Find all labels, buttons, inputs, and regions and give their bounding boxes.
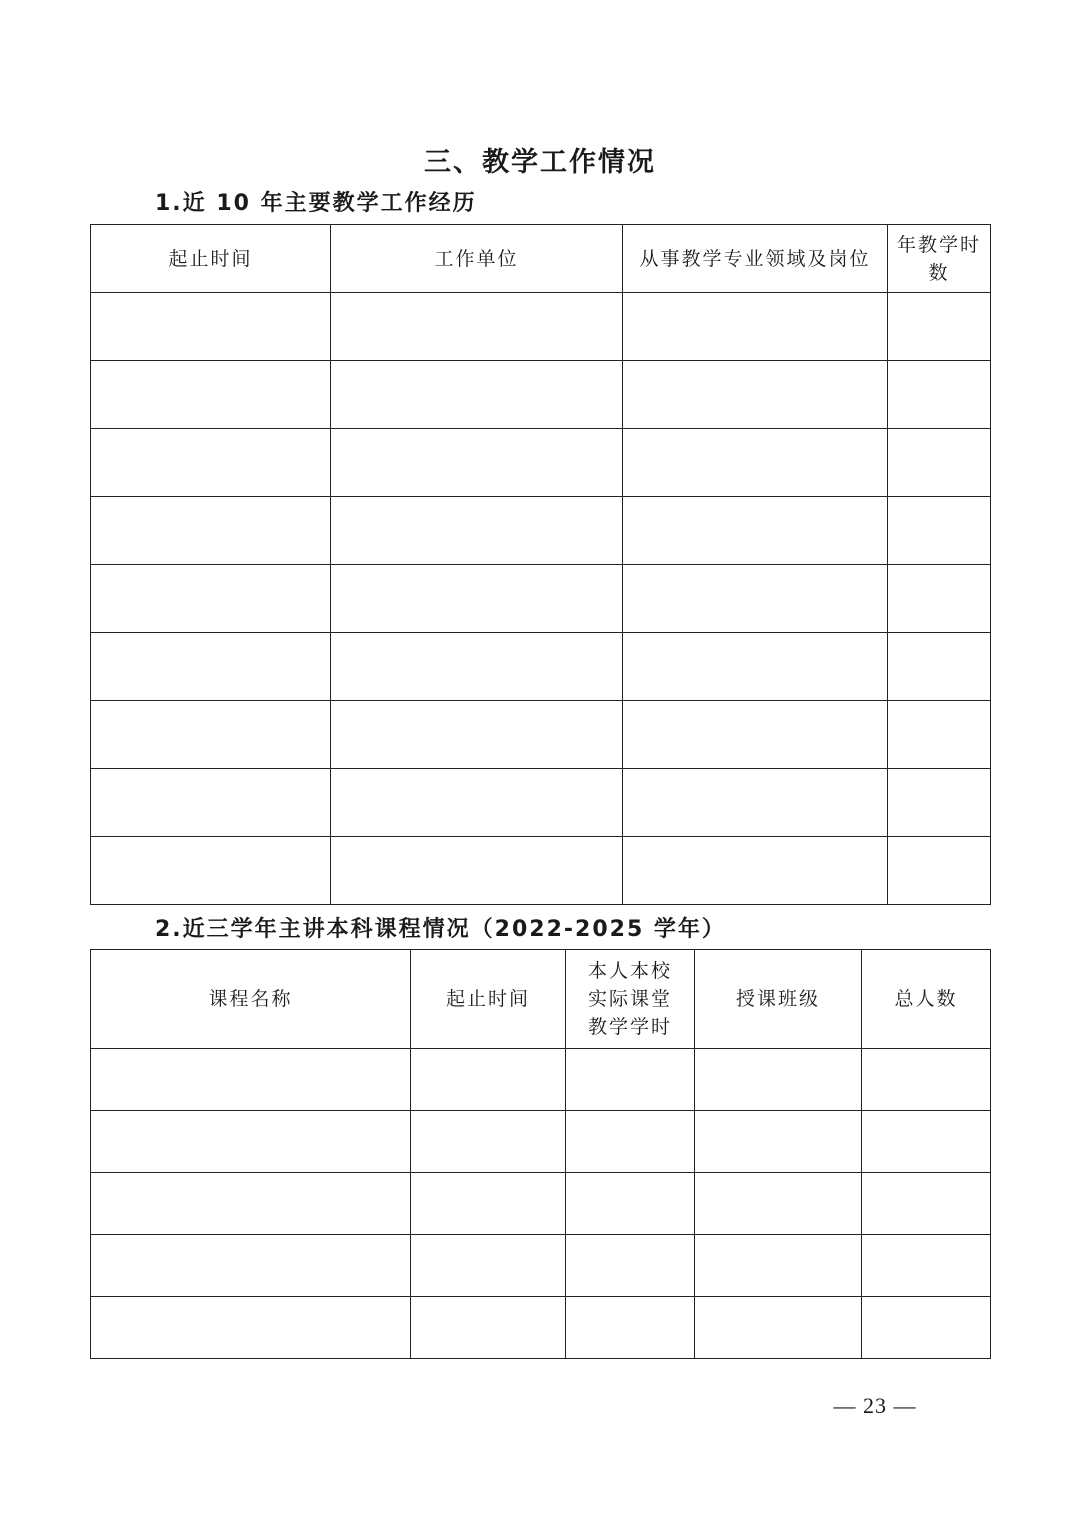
blank-cell[interactable] xyxy=(331,837,623,905)
table-row xyxy=(91,1235,991,1297)
blank-cell[interactable] xyxy=(91,1297,411,1359)
blank-cell[interactable] xyxy=(91,769,331,837)
blank-cell[interactable] xyxy=(862,1049,991,1111)
header-period: 起止时间 xyxy=(91,225,331,293)
table-row xyxy=(91,1173,991,1235)
blank-cell[interactable] xyxy=(623,701,888,769)
table-row xyxy=(91,769,991,837)
courses-table xyxy=(90,949,991,1359)
blank-cell[interactable] xyxy=(862,1173,991,1235)
teaching-history-table xyxy=(90,224,991,905)
blank-cell[interactable] xyxy=(623,769,888,837)
blank-cell[interactable] xyxy=(888,633,991,701)
blank-cell[interactable] xyxy=(331,565,623,633)
table-row xyxy=(91,1297,991,1359)
blank-cell[interactable] xyxy=(566,1111,695,1173)
table-row xyxy=(91,633,991,701)
blank-cell[interactable] xyxy=(91,1173,411,1235)
header-course-name: 课程名称 xyxy=(91,950,411,1049)
blank-cell[interactable] xyxy=(331,429,623,497)
blank-cell[interactable] xyxy=(91,429,331,497)
blank-cell[interactable] xyxy=(91,497,331,565)
section-title: 三、教学工作情况 xyxy=(424,147,656,178)
blank-cell[interactable] xyxy=(411,1111,566,1173)
table-row xyxy=(91,497,991,565)
blank-cell[interactable] xyxy=(331,633,623,701)
blank-cell[interactable] xyxy=(411,1235,566,1297)
table-row xyxy=(91,837,991,905)
table-header-row xyxy=(91,225,991,293)
header-total-students: 总人数 xyxy=(862,950,991,1049)
blank-cell[interactable] xyxy=(695,1173,862,1235)
blank-cell[interactable] xyxy=(566,1297,695,1359)
blank-cell[interactable] xyxy=(695,1235,862,1297)
header-employer: 工作单位 xyxy=(331,225,623,293)
blank-cell[interactable] xyxy=(888,701,991,769)
blank-cell[interactable] xyxy=(331,293,623,361)
table-row xyxy=(91,1111,991,1173)
blank-cell[interactable] xyxy=(623,633,888,701)
blank-cell[interactable] xyxy=(888,497,991,565)
blank-cell[interactable] xyxy=(888,293,991,361)
blank-cell[interactable] xyxy=(623,293,888,361)
table-row xyxy=(91,429,991,497)
blank-cell[interactable] xyxy=(91,701,331,769)
blank-cell[interactable] xyxy=(695,1111,862,1173)
blank-cell[interactable] xyxy=(623,565,888,633)
table-row xyxy=(91,565,991,633)
page-number: — 23 — xyxy=(833,1393,917,1418)
blank-cell[interactable] xyxy=(862,1297,991,1359)
table-header-row xyxy=(91,950,991,1049)
table-row xyxy=(91,1049,991,1111)
header-period: 起止时间 xyxy=(411,950,566,1049)
header-annual-hours: 年教学时数 xyxy=(888,225,991,293)
blank-cell[interactable] xyxy=(695,1297,862,1359)
blank-cell[interactable] xyxy=(623,837,888,905)
blank-cell[interactable] xyxy=(623,361,888,429)
blank-cell[interactable] xyxy=(91,293,331,361)
blank-cell[interactable] xyxy=(888,429,991,497)
blank-cell[interactable] xyxy=(566,1173,695,1235)
blank-cell[interactable] xyxy=(91,1049,411,1111)
header-class: 授课班级 xyxy=(695,950,862,1049)
blank-cell[interactable] xyxy=(888,565,991,633)
blank-cell[interactable] xyxy=(411,1297,566,1359)
blank-cell[interactable] xyxy=(862,1111,991,1173)
blank-cell[interactable] xyxy=(566,1235,695,1297)
blank-cell[interactable] xyxy=(91,837,331,905)
blank-cell[interactable] xyxy=(331,497,623,565)
blank-cell[interactable] xyxy=(331,701,623,769)
table-row xyxy=(91,701,991,769)
blank-cell[interactable] xyxy=(566,1049,695,1111)
header-field-position: 从事教学专业领域及岗位 xyxy=(623,225,888,293)
blank-cell[interactable] xyxy=(862,1235,991,1297)
teaching-history-title: 1.近 10 年主要教学工作经历 xyxy=(155,191,477,216)
blank-cell[interactable] xyxy=(888,361,991,429)
blank-cell[interactable] xyxy=(411,1049,566,1111)
blank-cell[interactable] xyxy=(91,633,331,701)
blank-cell[interactable] xyxy=(411,1173,566,1235)
header-class-hours: 本人本校实际课堂教学学时 xyxy=(566,950,695,1049)
blank-cell[interactable] xyxy=(623,429,888,497)
blank-cell[interactable] xyxy=(331,769,623,837)
table-row xyxy=(91,361,991,429)
blank-cell[interactable] xyxy=(695,1049,862,1111)
blank-cell[interactable] xyxy=(91,361,331,429)
blank-cell[interactable] xyxy=(91,1235,411,1297)
blank-cell[interactable] xyxy=(331,361,623,429)
blank-cell[interactable] xyxy=(888,769,991,837)
blank-cell[interactable] xyxy=(623,497,888,565)
courses-title: 2.近三学年主讲本科课程情况（2022-2025 学年） xyxy=(155,917,726,942)
table-row xyxy=(91,293,991,361)
blank-cell[interactable] xyxy=(91,1111,411,1173)
blank-cell[interactable] xyxy=(888,837,991,905)
blank-cell[interactable] xyxy=(91,565,331,633)
